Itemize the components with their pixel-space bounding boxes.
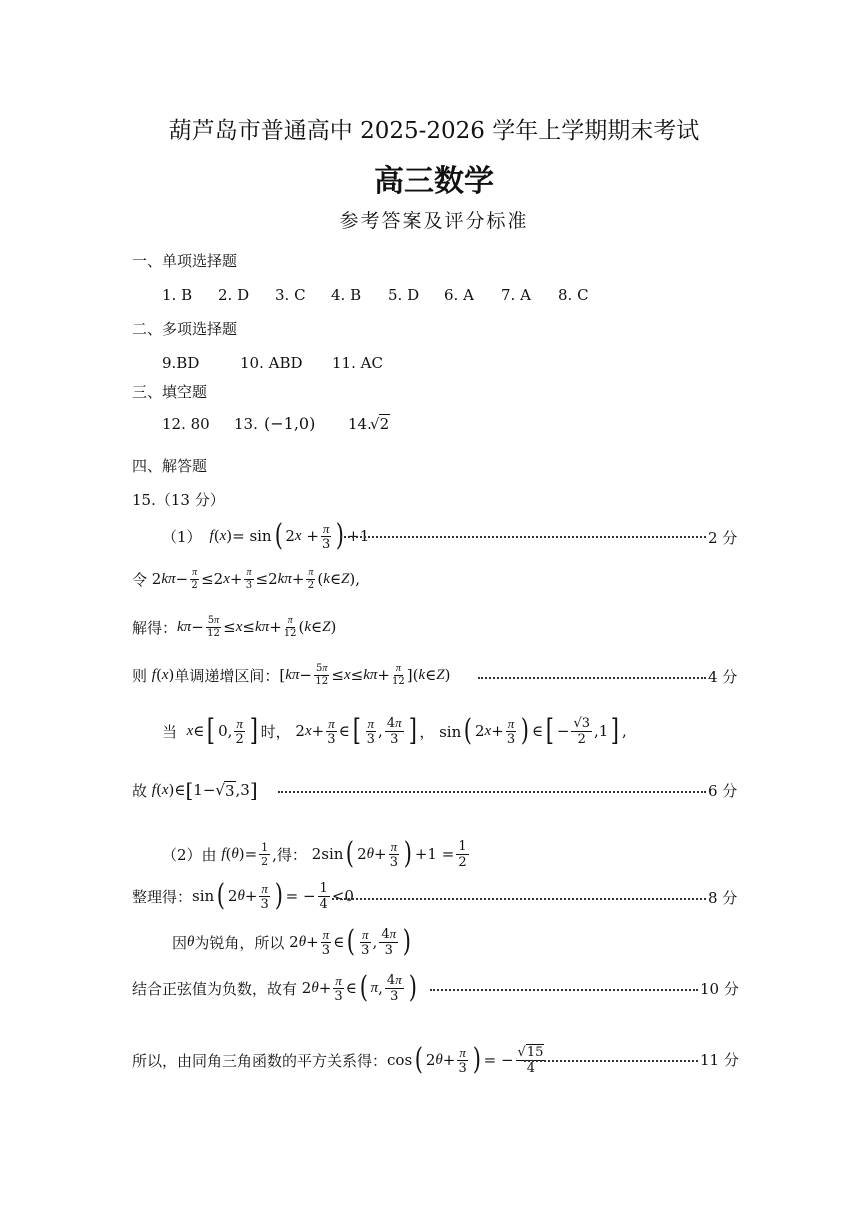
q15-line4: 则 f ( x ) 单调递增区间： [ kπ − $\frac{5\pi}{12}$ ≤ x ≤ kπ + $\frac{\pi}{12}$ ]( k ∈ Z ) <box>132 662 451 687</box>
q15-line3: 解得： kπ − $\frac{5\pi}{12}$ ≤ x ≤ kπ + $\frac{\pi}{12}$ ( k ∈ Z ) <box>132 614 337 639</box>
dot-leader <box>478 677 706 679</box>
score-mark: 4 分 <box>708 668 738 686</box>
q15-line9: 因 θ 为锐角，所以 2 θ + $\frac{\pi}{3}$ ∈ ( $\frac{\pi}{3}$ , $\frac{4\pi}{3}$ ) <box>172 924 412 959</box>
q15-heading: 15.（13 分） <box>132 491 225 509</box>
answer-item: 2. D <box>218 286 250 304</box>
answer-item-label: 13. <box>234 414 258 433</box>
answer-subtitle: 参考答案及评分标准 <box>339 210 529 232</box>
fill-blank-answers <box>162 414 390 433</box>
section-single-choice: 一、单项选择题 <box>132 252 238 270</box>
answer-item: 3. C <box>275 286 306 304</box>
answer-item: 12. 80 <box>162 414 210 433</box>
sqrt-expression: √2 <box>370 415 390 433</box>
q15-line11: 所以，由同角三角函数的平方关系得： cos ( 2 θ + $\frac{\pi}{3}$ ) = − $\frac{√15}{4}$ <box>132 1036 548 1084</box>
score-mark: 11 分 <box>700 1051 739 1069</box>
q15-line1: （1） f ( x )= sin ( 2 x + $\frac{\pi}{3}$ ) +1 <box>162 518 370 553</box>
dot-leader <box>278 791 706 793</box>
dot-leader <box>430 989 698 991</box>
score-mark: 2 分 <box>708 529 738 547</box>
answer-item: 6. A <box>444 286 474 304</box>
answer-item: (−1,0) <box>264 414 316 433</box>
score-mark: 6 分 <box>708 782 738 800</box>
section-fill-blank: 三、填空题 <box>132 383 208 401</box>
answer-item: 8. C <box>558 286 589 304</box>
answer-item: 7. A <box>501 286 531 304</box>
dot-leader <box>524 1060 698 1062</box>
section-multi-choice: 二、多项选择题 <box>132 320 238 338</box>
q15-line8: 整理得： sin ( 2 θ + $\frac{\pi}{3}$ ) = − $\frac{1}{4}$ <0 <box>132 878 354 913</box>
multi-choice-answers <box>162 354 392 372</box>
answer-item: 11. AC <box>332 354 383 372</box>
answer-item: 4. B <box>331 286 362 304</box>
score-mark: 10 分 <box>700 980 739 998</box>
q15-line6: 故 f ( x )∈ [ 1− √ 3 ,3 ] <box>132 778 258 802</box>
section-solutions: 四、解答题 <box>132 457 208 475</box>
answer-item: 9.BD <box>162 354 200 372</box>
q15-line10: 结合正弦值为负数，故有 2 θ + $\frac{\pi}{3}$ ∈ ( π , $\frac{4\pi}{3}$ ) <box>132 970 417 1005</box>
subject-title: 高三数学 <box>374 164 494 199</box>
answer-item: 10. ABD <box>240 354 303 372</box>
exam-title: 葫芦岛市普通高中 2025-2026 学年上学期期末考试 <box>168 118 700 144</box>
q15-line2: 令 2 kπ − $\frac{\pi}{2}$ ≤2 x + $\frac{\pi}{3}$ ≤2 kπ + $\frac{\pi}{2}$ ( k ∈ Z ), <box>132 566 361 591</box>
answer-item: 1. B <box>162 286 193 304</box>
q15-line5: 当 x ∈ [ 0, $\frac{\pi}{2}$ ] 时， 2 x + $\frac{\pi}{3}$ ∈ [ $\frac{\pi}{3}$ , $\frac{4\pi}{3}$ ] ， sin ( 2 x + $\frac{\pi}{3}$ ) ∈ [ − $\frac{√3}{2}$ ,1 ] , <box>162 713 627 748</box>
q15-line7: （2）由 f ( θ )= $\frac{1}{2}$ ,得： 2sin ( 2 θ + $\frac{\pi}{3}$ ) +1 = $\frac{1}{2}$ <box>162 836 467 871</box>
dot-leader <box>332 898 706 900</box>
dot-leader <box>340 536 706 538</box>
single-choice-answers <box>162 286 598 304</box>
score-mark: 8 分 <box>708 889 738 907</box>
answer-item-label: 14. <box>348 414 372 433</box>
answer-item: 5. D <box>388 286 420 304</box>
